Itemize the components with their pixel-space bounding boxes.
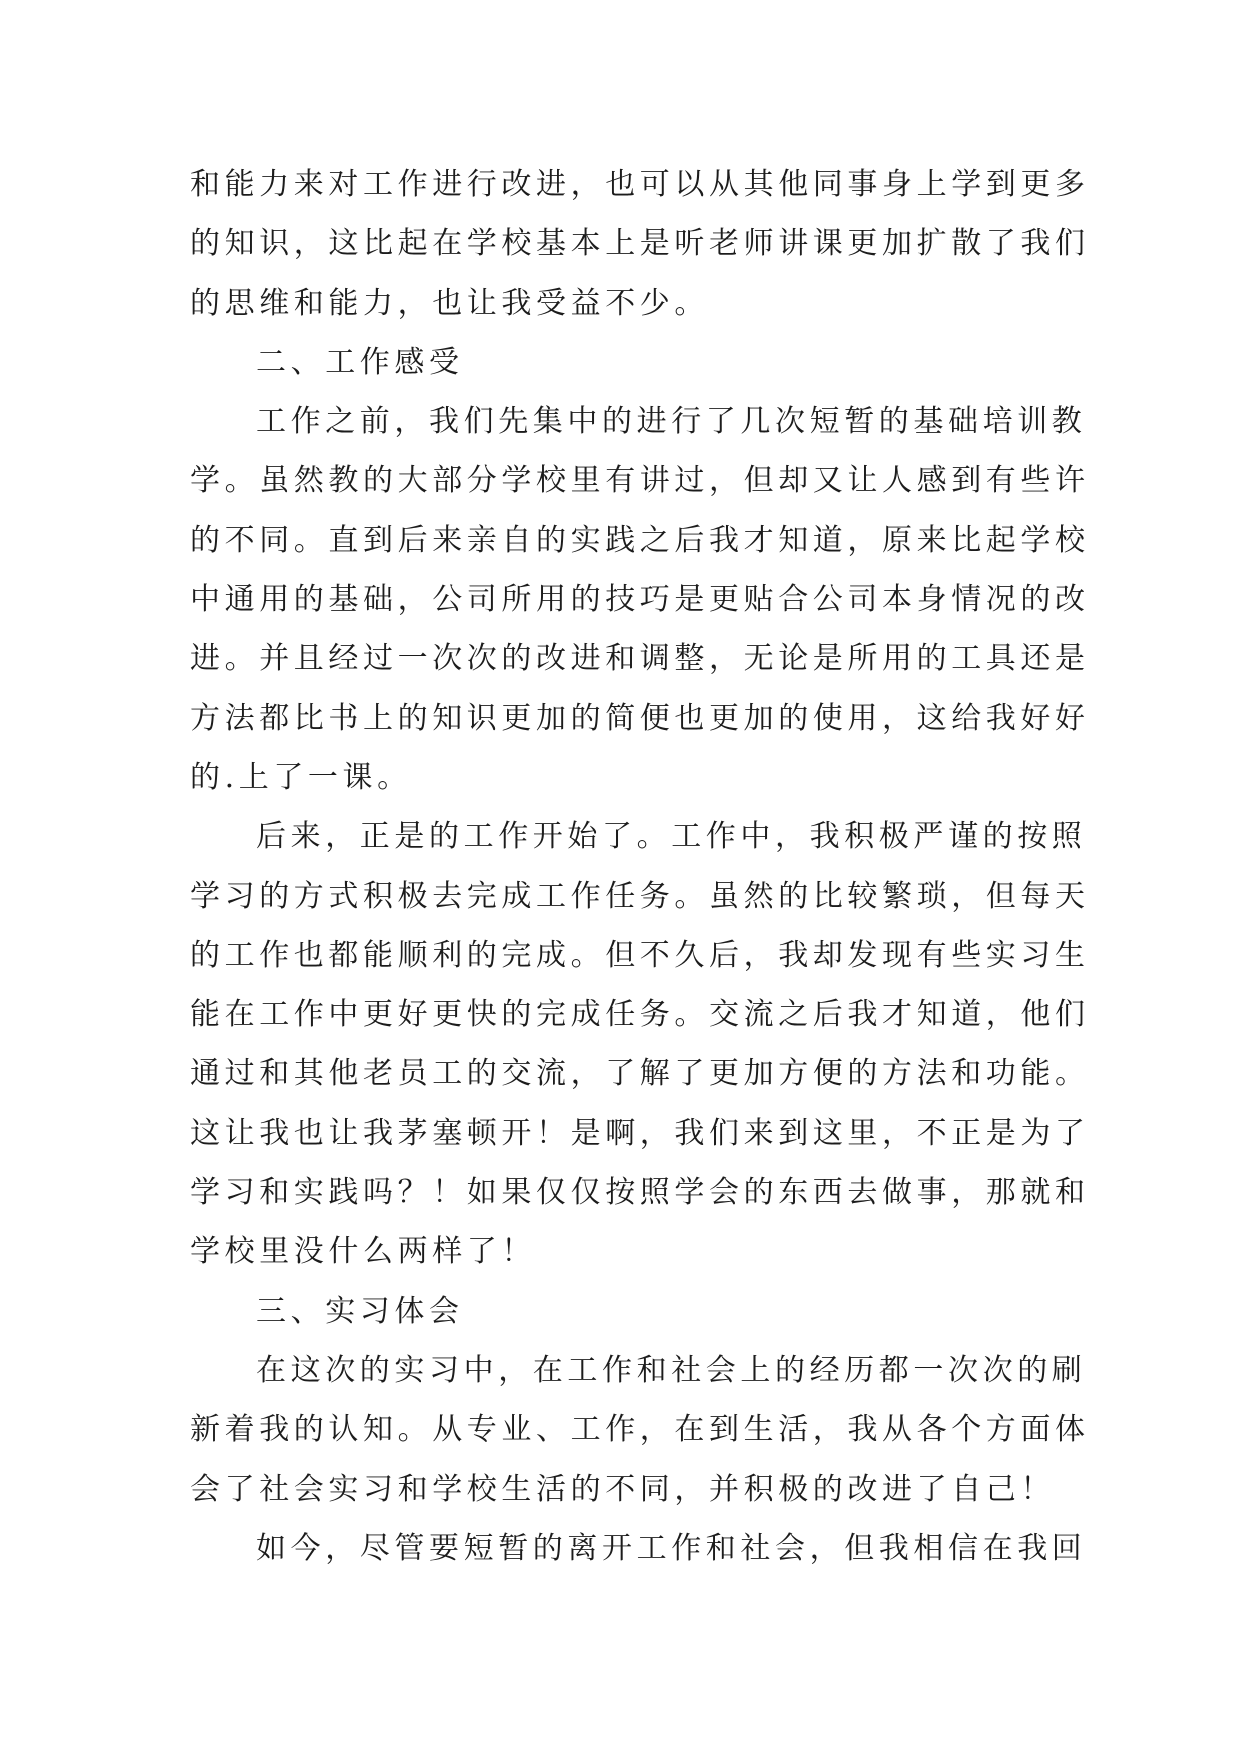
text-line: 学习的方式积极去完成工作任务。虽然的比较繁琐，但每天 xyxy=(190,878,1090,914)
text-line: 学。虽然教的大部分学校里有讲过，但却又让人感到有些许 xyxy=(190,463,1090,499)
text-line: 新着我的认知。从专业、工作，在到生活，我从各个方面体 xyxy=(190,1412,1090,1448)
text-line: 后来，正是的工作开始了。工作中，我积极严谨的按照 xyxy=(256,819,1087,855)
text-line: 中通用的基础，公司所用的技巧是更贴合公司本身情况的改 xyxy=(190,582,1090,618)
text-line: 工作之前，我们先集中的进行了几次短暂的基础培训教 xyxy=(256,404,1087,440)
text-line: 学校里没什么两样了！ xyxy=(190,1234,536,1270)
text-line: 和能力来对工作进行改进，也可以从其他同事身上学到更多 xyxy=(190,167,1090,202)
text-line: 的.上了一课。 xyxy=(190,759,412,795)
text-line: 的知识，这比起在学校基本上是听老师讲课更加扩散了我们 xyxy=(190,226,1090,262)
text-line: 能在工作中更好更快的完成任务。交流之后我才知道，他们 xyxy=(190,997,1090,1033)
text-line: 如今，尽管要短暂的离开工作和社会，但我相信在我回 xyxy=(256,1530,1087,1566)
text-line: 的思维和能力，也让我受益不少。 xyxy=(190,285,709,321)
text-line: 方法都比书上的知识更加的简便也更加的使用，这给我好好 xyxy=(190,700,1090,736)
text-line: 进。并且经过一次次的改进和调整，无论是所用的工具还是 xyxy=(190,641,1090,677)
section-heading: 三、实习体会 xyxy=(256,1293,464,1329)
text-line: 在这次的实习中，在工作和社会上的经历都一次次的刷 xyxy=(256,1352,1087,1388)
section-heading: 二、工作感受 xyxy=(256,344,464,380)
document-body xyxy=(190,155,1090,1578)
text-line: 这让我也让我茅塞顿开！是啊，我们来到这里，不正是为了 xyxy=(190,1115,1090,1151)
text-line: 的不同。直到后来亲自的实践之后我才知道，原来比起学校 xyxy=(190,522,1090,558)
text-line: 学习和实践吗？！如果仅仅按照学会的东西去做事，那就和 xyxy=(190,1175,1090,1211)
text-line: 通过和其他老员工的交流，了解了更加方便的方法和功能。 xyxy=(190,1056,1090,1092)
text-line: 会了社会实习和学校生活的不同，并积极的改进了自己！ xyxy=(190,1471,1055,1507)
text-line: 的工作也都能顺利的完成。但不久后，我却发现有些实习生 xyxy=(190,937,1090,973)
